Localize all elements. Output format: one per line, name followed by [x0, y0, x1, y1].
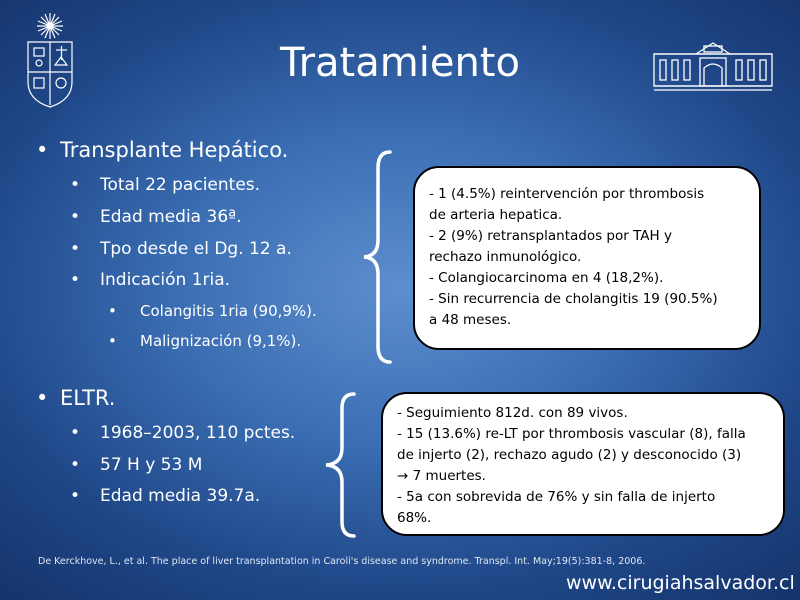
bullet-icon: •	[108, 332, 117, 350]
curly-brace-icon	[350, 148, 398, 366]
bullet-icon: •	[70, 423, 81, 443]
section1-item: Indicación 1ria.	[100, 270, 231, 290]
bullet-icon: •	[70, 175, 81, 195]
bullet-icon: •	[70, 455, 81, 475]
section1-item: Edad media 36ª.	[100, 207, 242, 227]
bullet-icon: •	[36, 138, 49, 162]
eltr-results-box	[381, 392, 785, 536]
bullet-icon: •	[36, 386, 49, 410]
bullet-icon: •	[70, 270, 81, 290]
curly-brace-icon	[312, 390, 360, 540]
transplant-results-box	[413, 166, 761, 350]
section2-item: Edad media 39.7a.	[100, 486, 261, 506]
section1-subitem: Colangitis 1ria (90,9%).	[140, 302, 317, 320]
box-line: → 7 muertes.	[397, 468, 486, 484]
bullet-icon: •	[108, 302, 117, 320]
section1-heading: Transplante Hepático.	[60, 138, 289, 162]
box-line: - Sin recurrencia de cholangitis 19 (90.5%)	[429, 291, 718, 307]
box-line: - 2 (9%) retransplantados por TAH y	[429, 228, 672, 244]
section2-item: 1968–2003, 110 pctes.	[100, 423, 296, 443]
bullet-icon: •	[70, 486, 81, 506]
slide-title: Tratamiento	[280, 40, 520, 86]
box-line: - Seguimiento 812d. con 89 vivos.	[397, 405, 628, 421]
section1-item: Total 22 pacientes.	[100, 175, 261, 195]
box-line: - 1 (4.5%) reintervención por thrombosis	[429, 186, 705, 202]
box-line: 68%.	[397, 510, 432, 526]
box-line: de arteria hepatica.	[429, 207, 563, 223]
bullet-icon: •	[70, 207, 81, 227]
box-line: rechazo inmunológico.	[429, 249, 582, 265]
box-line: a 48 meses.	[429, 312, 512, 328]
box-line: de injerto (2), rechazo agudo (2) y desconocido (3)	[397, 447, 742, 463]
box-line: - 5a con sobrevida de 76% y sin falla de injerto	[397, 489, 716, 505]
section2-item: 57 H y 53 M	[100, 455, 203, 475]
box-line: - Colangiocarcinoma en 4 (18,2%).	[429, 270, 664, 286]
box-line: - 15 (13.6%) re-LT por thrombosis vascular (8), falla	[397, 426, 746, 442]
reference-citation: De Kerckhove, L., et al. The place of liver transplantation in Caroli's disease and syndrome. Transpl. Int. May;19(5):381-8, 2006.	[38, 556, 646, 567]
section1-item: Tpo desde el Dg. 12 a.	[100, 239, 292, 259]
section2-heading: ELTR.	[60, 386, 116, 410]
section1-subitem: Malignización (9,1%).	[140, 332, 302, 350]
website-url: www.cirugiahsalvador.cl	[566, 572, 795, 594]
bullet-icon: •	[70, 239, 81, 259]
